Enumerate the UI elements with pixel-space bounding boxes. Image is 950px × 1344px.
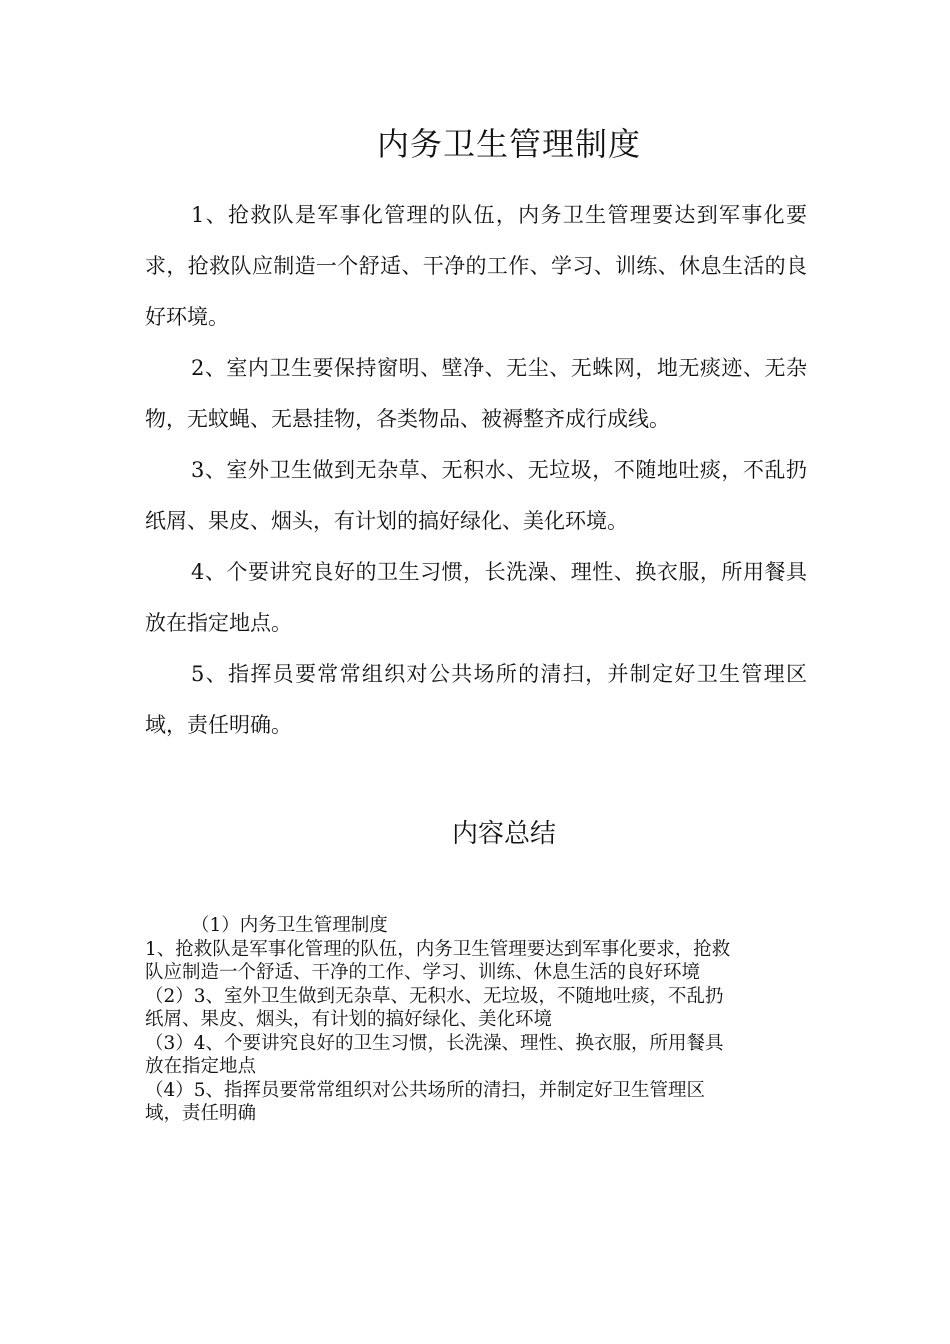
- summary-line: 队应制造一个舒适、干净的工作、学习、训练、休息生活的良好环境: [145, 962, 701, 983]
- summary-line: 纸屑、果皮、烟头，有计划的搞好绿化、美化环境: [145, 1009, 553, 1030]
- summary-line: （3）4、个要讲究良好的卫生习惯，长洗澡、理性、换衣服，所用餐具: [145, 1032, 724, 1054]
- summary-line: （1）内务卫生管理制度: [191, 915, 388, 936]
- summary-line: 1、抢救队是军事化管理的队伍，内务卫生管理要达到军事化要求，抢救: [145, 938, 731, 960]
- document-body: [145, 190, 807, 751]
- paragraph-3: 3、室外卫生做到无杂草、无积水、无垃圾，不随地吐痰，不乱扔纸屑、果皮、烟头，有计划的搞好绿化、美化环境。: [145, 458, 807, 533]
- summary-line: （4）5、指挥员要常常组织对公共场所的清扫，并制定好卫生管理区: [145, 1079, 706, 1101]
- summary-line: 放在指定地点: [145, 1056, 257, 1077]
- summary-block: [145, 914, 805, 1126]
- paragraph-1: 1、抢救队是军事化管理的队伍，内务卫生管理要达到军事化要求，抢救队应制造一个舒适、干净的工作、学习、训练、休息生活的良好环境。: [145, 203, 807, 329]
- document-title: 内务卫生管理制度: [376, 125, 641, 163]
- summary-title: 内容总结: [451, 819, 556, 849]
- summary-line: （2）3、室外卫生做到无杂草、无积水、无垃圾，不随地吐痰，不乱扔: [145, 985, 724, 1007]
- paragraph-4: 4、个要讲究良好的卫生习惯，长洗澡、理性、换衣服，所用餐具放在指定地点。: [145, 560, 807, 635]
- paragraph-5: 5、指挥员要常常组织对公共场所的清扫，并制定好卫生管理区域，责任明确。: [145, 662, 807, 737]
- paragraph-2: 2、室内卫生要保持窗明、壁净、无尘、无蛛网，地无痰迹、无杂物，无蚊蝇、无悬挂物，各类物品、被褥整齐成行成线。: [145, 356, 807, 431]
- summary-line: 域，责任明确: [145, 1103, 257, 1124]
